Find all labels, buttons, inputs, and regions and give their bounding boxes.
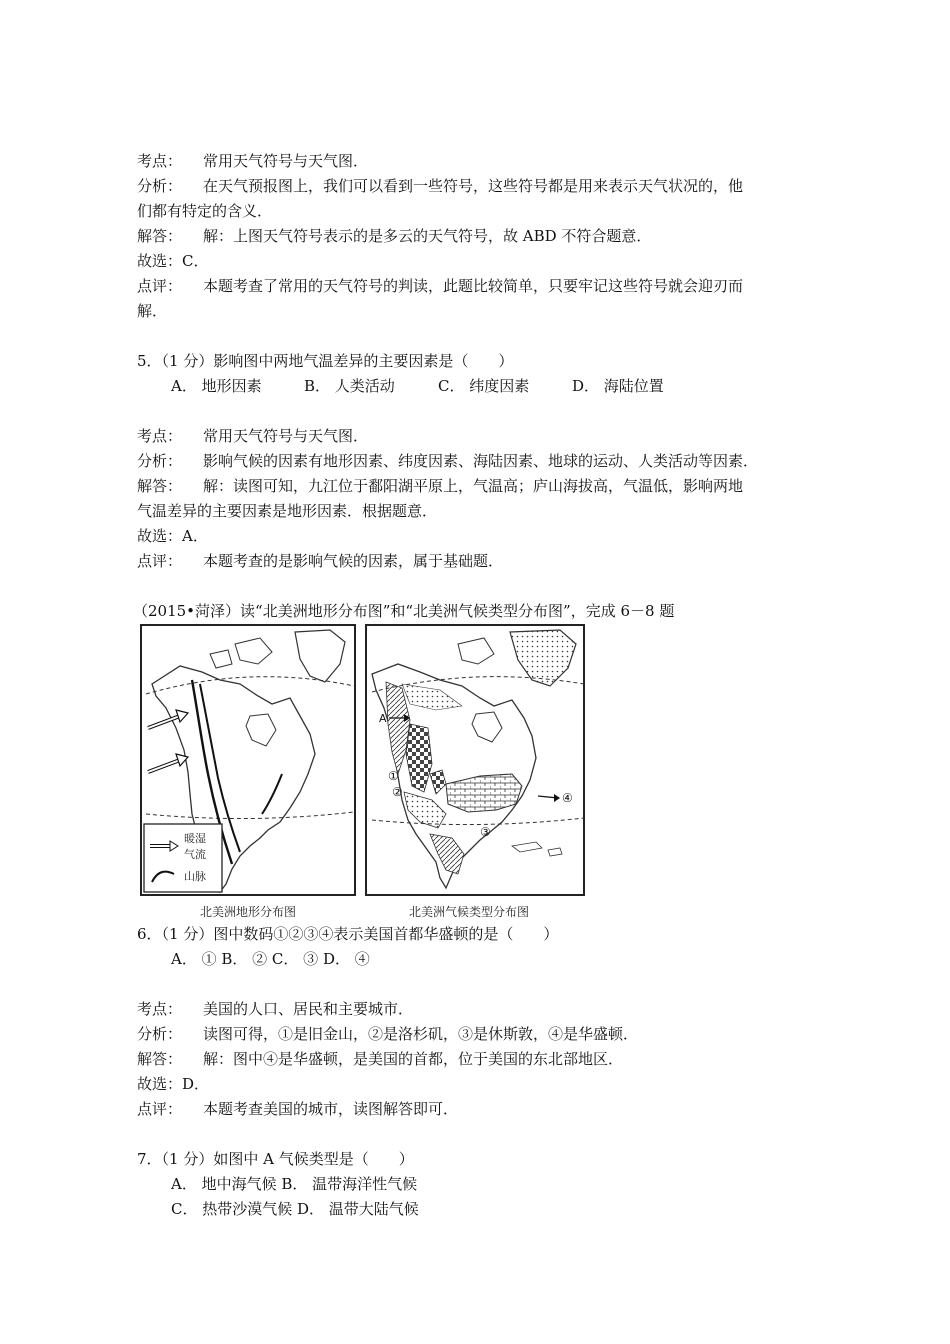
- q5-option-a: A． 地形因素: [171, 377, 262, 395]
- q5-jieda-line: [137, 475, 743, 497]
- city-marker-2: ②: [392, 785, 403, 799]
- q7-options-ab: A． 地中海气候 B． 温带海洋性气候: [171, 1175, 418, 1193]
- label: 点评：: [137, 277, 183, 295]
- dianping-text: 本题考查的是影响气候的因素，属于基础题．: [203, 552, 504, 570]
- kaodian-text: 美国的人口、居民和主要城市．: [203, 1000, 414, 1018]
- label: 解答：: [137, 1050, 183, 1068]
- q6-options: A． ① B． ② C． ③ D． ④: [171, 950, 370, 968]
- label: 点评：: [137, 1100, 183, 1118]
- q5-option-c: C． 纬度因素: [438, 377, 530, 395]
- north-america-maps: [140, 624, 586, 898]
- fenxi-text: 在天气预报图上，我们可以看到一些符号，这些符号都是用来表示天气状况的，他: [203, 177, 744, 195]
- label: 解答：: [137, 227, 183, 245]
- q5-stem: 5．（1 分）影响图中两地气温差异的主要因素是（ ）: [137, 352, 514, 370]
- q4-fenxi-line-2: 们都有特定的含义．: [137, 202, 273, 220]
- label: 解答：: [137, 477, 183, 495]
- fenxi-text: 影响气候的因素有地形因素、纬度因素、海陆因素、地球的运动、人类活动等因素．: [203, 452, 759, 470]
- climate-map: [366, 625, 584, 895]
- label: 考点：: [137, 152, 183, 170]
- q5-dianping-line: [137, 550, 503, 572]
- city-marker-4: ④: [562, 791, 573, 805]
- q6-kaodian-line: [137, 998, 413, 1020]
- q4-dianping-line-2: 解．: [137, 302, 168, 320]
- label: 分析：: [137, 452, 183, 470]
- fenxi-text: 读图可得，①是旧金山，②是洛杉矶，③是休斯敦，④是华盛顿．: [203, 1025, 639, 1043]
- q7-options-cd: C． 热带沙漠气候 D． 温带大陆气候: [171, 1200, 419, 1218]
- jieda-text: 解：图中④是华盛顿，是美国的首都，位于美国的东北部地区．: [203, 1050, 624, 1068]
- q4-jieda-line: [137, 225, 651, 247]
- jieda-text: 解：上图天气符号表示的是多云的天气符号，故 ABD 不符合题意．: [203, 227, 652, 245]
- q4-kaodian-line: [137, 150, 368, 172]
- q7-stem: 7．（1 分）如图中 A 气候类型是（ ）: [137, 1150, 414, 1168]
- q6-dianping-line: [137, 1098, 458, 1120]
- group-intro: （2015•菏泽）读“北美洲地形分布图”和“北美洲气候类型分布图”，完成 6－8 题: [133, 602, 675, 620]
- label: 考点：: [137, 427, 183, 445]
- q6-stem: 6．（1 分）图中数码①②③④表示美国首都华盛顿的是（ ）: [137, 925, 559, 943]
- q5-kaodian-line: [137, 425, 368, 447]
- jieda-text: 解：读图可知，九江位于鄱阳湖平原上，气温高；庐山海拔高，气温低，影响两地: [203, 477, 744, 495]
- q6-guxuan: 故选：D．: [137, 1075, 210, 1093]
- q4-guxuan: 故选：C．: [137, 252, 209, 270]
- q4-fenxi-line: [137, 175, 743, 197]
- q6-fenxi-line: [137, 1023, 638, 1045]
- q5-option-d: D． 海陆位置: [572, 377, 664, 395]
- label: 分析：: [137, 1025, 183, 1043]
- legend-airflow-label-2: 气流: [184, 848, 206, 861]
- q5-guxuan: 故选：A．: [137, 527, 208, 545]
- q5-option-b: B． 人类活动: [304, 377, 395, 395]
- kaodian-text: 常用天气符号与天气图．: [203, 152, 369, 170]
- q5-jieda-line-2: 气温差异的主要因素是地形因素．根据题意．: [137, 502, 438, 520]
- dianping-text: 本题考查美国的城市，读图解答即可．: [203, 1100, 459, 1118]
- legend-airflow-label-1: 暖湿: [184, 832, 206, 845]
- legend-box: [144, 824, 222, 892]
- label: 分析：: [137, 177, 183, 195]
- label-a: A: [379, 712, 387, 725]
- city-marker-1: ①: [388, 769, 399, 783]
- dianping-text: 本题考查了常用的天气符号的判读，此题比较简单，只要牢记这些符号就会迎刃而: [203, 277, 744, 295]
- climate-map-caption: 北美洲气候类型分布图: [409, 905, 530, 919]
- label: 点评：: [137, 552, 183, 570]
- legend-mountain-label: 山脉: [184, 870, 206, 883]
- label: 考点：: [137, 1000, 183, 1018]
- q6-jieda-line: [137, 1048, 623, 1070]
- city-marker-3: ③: [480, 825, 491, 839]
- kaodian-text: 常用天气符号与天气图．: [203, 427, 369, 445]
- terrain-map: [141, 625, 355, 895]
- q4-dianping-line: [137, 275, 743, 297]
- terrain-map-caption: 北美洲地形分布图: [200, 905, 297, 919]
- q5-fenxi-line: [137, 450, 758, 472]
